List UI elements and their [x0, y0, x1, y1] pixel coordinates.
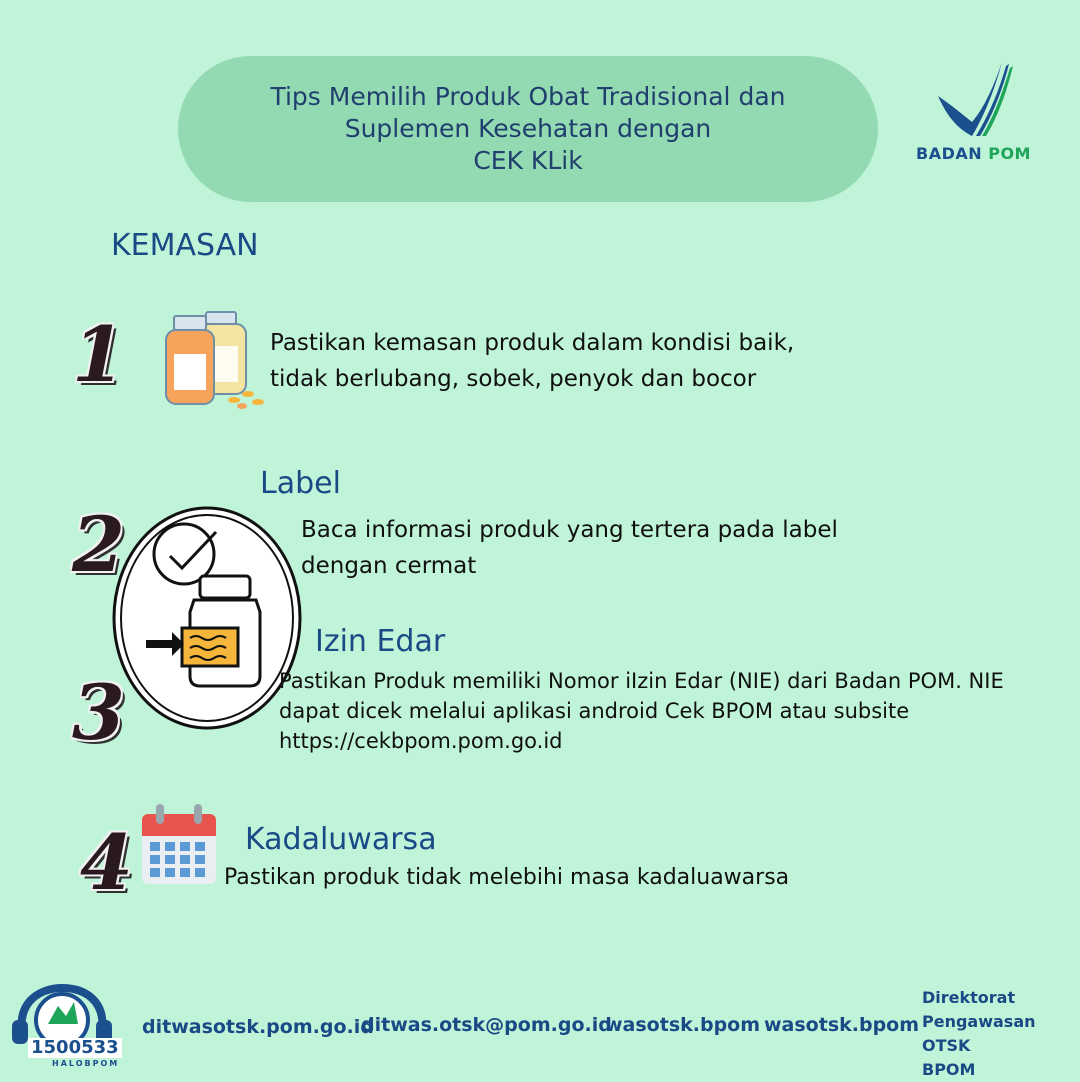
- medicine-bottles-icon: [162, 306, 272, 410]
- item-2-line-1: Baca informasi produk yang tertera pada label: [301, 517, 838, 543]
- item-1-text: [270, 325, 794, 397]
- title-line-3: CEK KLik: [473, 146, 583, 175]
- number-3: 3: [72, 668, 125, 757]
- logo-text-pom: POM: [988, 144, 1031, 163]
- item-1-line-1: Pastikan kemasan produk dalam kondisi baik,: [270, 330, 795, 356]
- item-4-heading: Kadaluwarsa: [245, 822, 437, 857]
- number-4: 4: [80, 818, 133, 907]
- item-3-line-2: dapat dicek melalui aplikasi android Cek BPOM atau subsite: [279, 699, 910, 723]
- title-banner: [178, 56, 878, 202]
- item-2-line-2: dengan cermat: [301, 553, 477, 579]
- item-3-line-3: https://cekbpom.pom.go.id: [279, 729, 563, 753]
- item-3-text: [279, 666, 1004, 756]
- item-1-line-2: tidak berlubang, sobek, penyok dan bocor: [270, 366, 757, 392]
- footer-email[interactable]: ditwas.otsk@pom.go.id: [361, 1014, 612, 1036]
- item-4-line-1: Pastikan produk tidak melebihi masa kadaluawarsa: [224, 865, 790, 890]
- logo-text-badan: BADAN: [916, 144, 983, 163]
- item-3-heading: Izin Edar: [315, 624, 446, 659]
- footer-organization: [922, 986, 1080, 1082]
- badan-pom-logo: [914, 58, 1034, 168]
- footer-social-1[interactable]: wasotsk.bpom: [605, 1014, 761, 1036]
- item-3-line-1: Pastikan Produk memiliki Nomor iIzin Edar (NIE) dari Badan POM. NIE: [279, 669, 1004, 693]
- title-line-2: Suplemen Kesehatan dengan: [344, 114, 712, 143]
- section-title: KEMASAN: [111, 228, 259, 263]
- number-1: 1: [72, 310, 125, 399]
- footer-social-2[interactable]: wasotsk.bpom: [764, 1014, 920, 1036]
- org-line-2: Pengawasan OTSK: [922, 1012, 1036, 1055]
- halo-brand: HALOBPOM: [52, 1059, 120, 1068]
- org-line-1: Direktorat: [922, 988, 1016, 1007]
- title-line-1: Tips Memilih Produk Obat Tradisional dan: [270, 82, 786, 111]
- number-2: 2: [72, 500, 125, 589]
- item-4-text: [224, 861, 789, 895]
- calendar-icon: [140, 802, 218, 886]
- org-line-3: BPOM: [922, 1060, 976, 1079]
- bpom-checkmark-icon: [914, 58, 1034, 144]
- footer-website[interactable]: ditwasotsk.pom.go.id: [142, 1016, 374, 1038]
- halo-bpom-logo: [8, 984, 136, 1076]
- label-check-bottle-icon: [110, 504, 304, 732]
- item-2-heading: Label: [260, 466, 341, 501]
- halo-number: 1500533: [28, 1038, 122, 1058]
- item-2-text: [301, 512, 838, 584]
